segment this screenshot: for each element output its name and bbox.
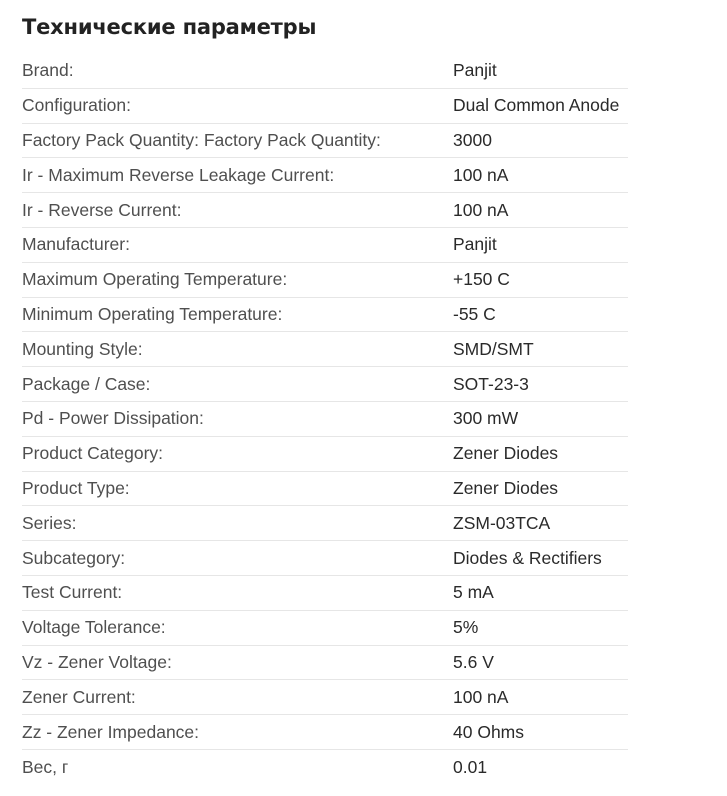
spec-label: Brand:	[22, 60, 74, 81]
spec-row-reverse-current	[22, 193, 628, 228]
spec-value: Panjit	[453, 60, 497, 81]
spec-label: Zz - Zener Impedance:	[22, 721, 200, 742]
spec-value: Dual Common Anode	[453, 95, 620, 116]
spec-value: SMD/SMT	[453, 338, 534, 359]
spec-row-power-dissipation	[22, 402, 628, 437]
spec-label: Vz - Zener Voltage:	[22, 651, 172, 672]
spec-row-brand	[22, 54, 628, 89]
spec-label: Ir - Maximum Reverse Leakage Current:	[22, 164, 335, 185]
spec-value: 3000	[453, 129, 492, 150]
spec-value: 0.01	[453, 756, 488, 777]
spec-row-min-operating-temperature	[22, 298, 628, 333]
spec-value: 100 nA	[453, 199, 509, 220]
spec-value: Panjit	[453, 234, 497, 255]
spec-label: Zener Current:	[22, 686, 136, 707]
spec-label: Product Type:	[22, 477, 130, 498]
spec-row-zener-current	[22, 680, 628, 715]
spec-row-max-operating-temperature	[22, 263, 628, 298]
spec-label: Вес, г	[22, 756, 69, 777]
spec-label: Ir - Reverse Current:	[22, 199, 182, 220]
spec-label: Factory Pack Quantity: Factory Pack Quantity:	[22, 129, 381, 150]
spec-label: Pd - Power Dissipation:	[22, 408, 204, 429]
spec-label: Maximum Operating Temperature:	[22, 269, 288, 290]
spec-label: Test Current:	[22, 582, 123, 603]
spec-row-package-case	[22, 367, 628, 402]
spec-value: 5%	[453, 617, 479, 638]
spec-value: +150 C	[453, 269, 510, 290]
spec-row-zener-impedance	[22, 715, 628, 750]
spec-row-zener-voltage	[22, 646, 628, 681]
spec-row-product-type	[22, 472, 628, 507]
spec-label: Product Category:	[22, 443, 164, 464]
spec-row-product-category	[22, 437, 628, 472]
spec-value: ZSM-03TCA	[453, 512, 551, 533]
spec-label: Subcategory:	[22, 547, 126, 568]
spec-value: 5 mA	[453, 582, 494, 603]
spec-label: Manufacturer:	[22, 234, 130, 255]
specs-table	[22, 54, 628, 785]
spec-label: Mounting Style:	[22, 338, 143, 359]
spec-row-configuration	[22, 89, 628, 124]
spec-value: 5.6 V	[453, 651, 494, 672]
spec-label: Series:	[22, 512, 77, 533]
spec-value: -55 C	[453, 303, 496, 324]
spec-label: Minimum Operating Temperature:	[22, 303, 283, 324]
spec-value: 40 Ohms	[453, 721, 524, 742]
section-title: Технические параметры	[22, 15, 317, 39]
spec-value: 300 mW	[453, 408, 519, 429]
spec-row-subcategory	[22, 541, 628, 576]
spec-row-series	[22, 506, 628, 541]
spec-row-weight	[22, 750, 628, 785]
spec-value: Zener Diodes	[453, 443, 559, 464]
spec-value: SOT-23-3	[453, 373, 529, 394]
spec-row-voltage-tolerance	[22, 611, 628, 646]
spec-label: Configuration:	[22, 95, 131, 116]
spec-label: Package / Case:	[22, 373, 151, 394]
spec-value: 100 nA	[453, 686, 509, 707]
spec-row-test-current	[22, 576, 628, 611]
spec-row-factory-pack-quantity	[22, 124, 628, 159]
spec-value: 100 nA	[453, 164, 509, 185]
spec-value: Zener Diodes	[453, 477, 559, 498]
spec-value: Diodes & Rectifiers	[453, 547, 602, 568]
spec-label: Voltage Tolerance:	[22, 617, 166, 638]
spec-row-mounting-style	[22, 332, 628, 367]
spec-row-manufacturer	[22, 228, 628, 263]
spec-row-max-reverse-leakage-current	[22, 158, 628, 193]
